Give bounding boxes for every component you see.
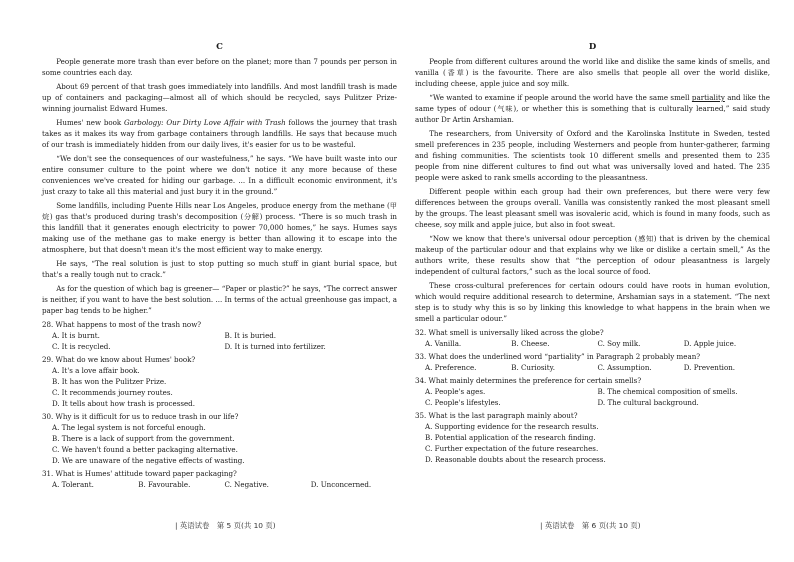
option-b: B. The chemical composition of smells. [597,387,738,396]
book-title: Garbology: Our Dirty Love Affair with Trash [124,118,286,127]
passage-c-paragraph-3: Humes' new book Garbology: Our Dirty Love Affair with Trash follows the journey that trash takes as it makes its way from garbage containers through landfills. He says that because much of our trash is immediately hidden from our daily lives, it's easier for us to be wasteful. [42,118,397,149]
option-c: C. People's lifestyles. [425,398,501,407]
question-33 [415,351,770,373]
passage-d-paragraph-1: People from different cultures around the world like and dislike the same kinds of smells, and vanilla (香草) is the favourite. There are also smells that people all over the world dislike, including cheese, apple juice and soy milk. [415,57,770,88]
option-c: C. We haven't found a better packaging alternative. [52,445,238,454]
passage-c-column [42,40,397,490]
option-c: C. Soy milk. [597,339,641,348]
passage-c-paragraph-1: People generate more trash than ever before on the planet; more than 7 pounds per person in some countries each day. [42,57,397,77]
option-c: C. Negative. [224,480,269,489]
option-a: A. People's ages. [425,387,486,396]
option-c: C. Assumption. [597,363,652,372]
option-b: B. Favourable. [138,480,191,489]
option-d: D. Unconcerned. [310,480,372,489]
page-footer-5: | 英语试卷 第 5 页(共 10 页) [175,521,276,530]
question-stem: 35. What is the last paragraph mainly about? [415,411,578,420]
passage-d-column [415,40,770,465]
option-d: D. It tells about how trash is processed. [52,399,195,408]
passage-d-title: D [588,42,597,52]
question-stem: 29. What do we know about Humes' book? [42,355,196,364]
question-stem: 34. What mainly determines the preference for certain smells? [415,376,642,385]
option-c: C. Further expectation of the future researches. [425,444,599,453]
option-b: B. It is buried. [224,331,277,340]
question-stem: 28. What happens to most of the trash now? [42,320,202,329]
option-c: C. It is recycled. [52,342,111,351]
question-stem: 33. What does the underlined word “partiality” in Paragraph 2 probably mean? [415,352,701,361]
option-d: D. We are unaware of the negative effects of wasting. [52,456,245,465]
underlined-word: partiality [691,93,725,102]
option-b: B. Potential application of the research finding. [425,433,596,442]
option-b: B. There is a lack of support from the government. [52,434,235,443]
passage-d-body [415,56,770,324]
option-b: B. It has won the Pulitzer Prize. [52,377,167,386]
question-35 [415,410,770,465]
question-32 [415,327,770,349]
passage-c-paragraph-5: Some landfills, including Puente Hills near Los Angeles, produce energy from the methane (甲烷) gas that's produced during trash's decomposition (分解) process. “There is so much trash in this landfill that it generates enough electricity to power 70,000 homes,” he says. Humes says making use of the methane gas to make energy is better than allowing it to escape into the atmosphere, but that doesn't mean it's the most efficient way to make energy. [42,201,397,254]
option-a: A. Tolerant. [52,480,94,489]
question-29 [42,354,397,409]
option-d: D. It is turned into fertilizer. [224,342,326,351]
question-stem: 32. What smell is universally liked across the globe? [415,328,604,337]
passage-d-paragraph-4: Different people within each group had their own preferences, but there were very few differences between the groups overall. Vanilla was consistently ranked the most pleasant smell by the groups. The least pleasant smell was isovaleric acid, which is found in many foods, such as cheese, soy milk and apple juice, but also in foot sweat. [415,187,770,229]
passage-d-paragraph-6: These cross-cultural preferences for certain odours could have roots in human evolution, which would require additional research to determine, Arshamian says in a statement. “The next step is to study why this is so by linking this knowledge to what happens in the brain when we smell a particular odour.” [415,281,770,323]
question-28 [42,319,397,352]
passage-c-title: C [216,42,223,52]
page-footer-6: | 英语试卷 第 6 页(共 10 页) [540,521,641,530]
question-31 [42,468,397,490]
passage-d-paragraph-2: “We wanted to examine if people around the world have the same smell partiality and like the same types of odour (气味), or whether this is something that is culturally learned,” said study author Dr Artin Arshamian. [415,93,770,124]
option-a: A. Preference. [425,363,477,372]
question-30 [42,411,397,466]
option-d: D. Prevention. [683,363,736,372]
passage-c-body [42,56,397,316]
option-a: A. It is burnt. [52,331,100,340]
passage-d-paragraph-5: “Now we know that there's universal odour perception (感知) that is driven by the chemical makeup of the particular odour and that explains why we like or dislike a certain smell,” As the authors write, these results show that “the perception of odour pleasantness is largely independent of cultural factors,” such as the local source of food. [415,234,770,276]
option-c: C. It recommends journey routes. [52,388,173,397]
passage-c-paragraph-2: About 69 percent of that trash goes immediately into landfills. And most landfill trash is made up of containers and packaging—almost all of which should be recycled, says Pulitzer Prize-winning journalist Edward Humes. [42,82,397,113]
question-stem: 30. Why is it difficult for us to reduce trash in our life? [42,412,239,421]
question-34 [415,375,770,408]
option-a: A. The legal system is not forceful enough. [52,423,206,432]
option-d: D. The cultural background. [597,398,699,407]
passage-c-paragraph-4: “We don't see the consequences of our wastefulness,” he says. “We have built waste into our entire consumer culture to the point where we don't notice it any more because of these conveniences we've created for hiding our garbage. ... In a difficult economic environment, it's just crazy to take all this material and just bury it in the ground.” [42,154,397,196]
option-a: A. Supporting evidence for the research results. [425,422,599,431]
option-a: A. Vanilla. [425,339,462,348]
option-b: B. Cheese. [511,339,550,348]
option-d: D. Apple juice. [683,339,737,348]
option-b: B. Curiosity. [511,363,555,372]
passage-c-paragraph-7: As for the question of which bag is greener— “Paper or plastic?” he says, “The correct answer is neither, if you want to have the best solution. ... In terms of the actual greenhouse gas impact, a paper bag tends to be higher.” [42,284,397,315]
option-d: D. Reasonable doubts about the research process. [425,455,606,464]
option-a: A. It's a love affair book. [52,366,140,375]
passage-c-paragraph-6: He says, “The real solution is just to stop putting so much stuff in giant burial space, but that's a really tough nut to crack.” [42,259,397,279]
passage-d-paragraph-3: The researchers, from University of Oxford and the Karolinska Institute in Sweden, tested smell preferences in 235 people, including Westerners and people from hunter-gatherer, farming and fishing communities. The scientists took 10 different smells and presented them to 235 people from nine different cultures to find out what was universally loved and hated. The 235 people were asked to rank smells according to the pleasantness. [415,129,770,182]
question-stem: 31. What is Humes' attitude toward paper packaging? [42,469,237,478]
